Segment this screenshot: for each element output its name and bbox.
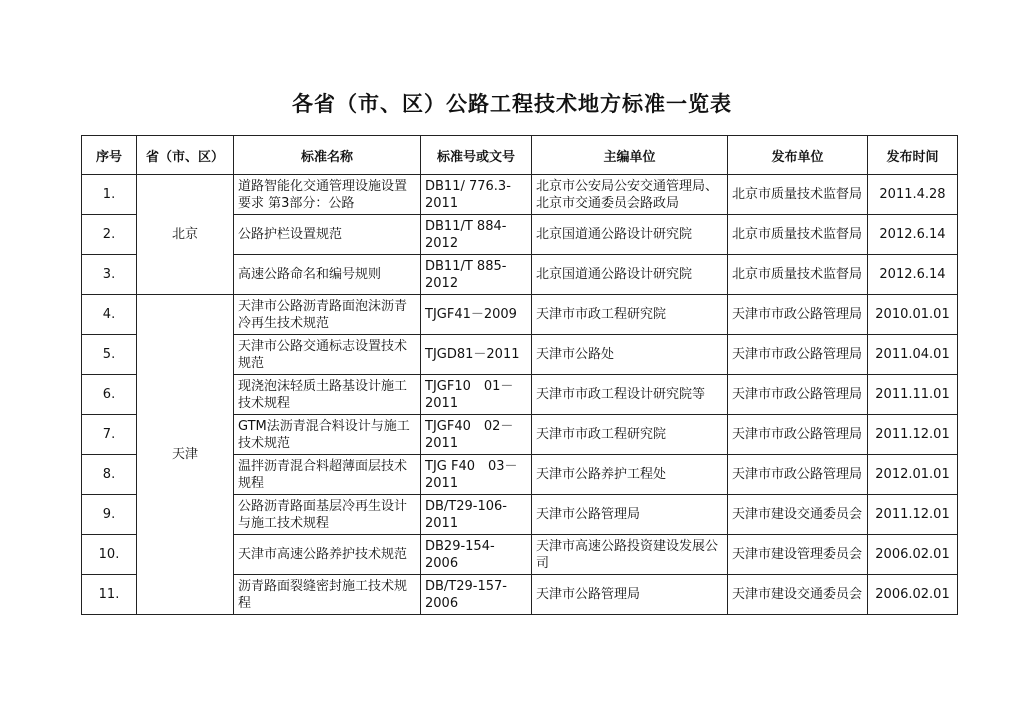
- row-standard-name: 天津市公路交通标志设置技术规范: [234, 335, 421, 375]
- row-standard-name: 天津市高速公路养护技术规范: [234, 535, 421, 575]
- table-row: [82, 295, 958, 335]
- row-standard-name: 公路沥青路面基层冷再生设计与施工技术规程: [234, 495, 421, 535]
- row-standard-name: 沥青路面裂缝密封施工技术规程: [234, 575, 421, 615]
- row-seq: 9.: [82, 495, 137, 535]
- row-editor: 天津市公路管理局: [532, 495, 728, 535]
- row-standard-code: DB29-154-2006: [421, 535, 532, 575]
- row-standard-name: 公路护栏设置规范: [234, 215, 421, 255]
- row-editor: 北京国道通公路设计研究院: [532, 255, 728, 295]
- row-standard-code: TJGF41－2009: [421, 295, 532, 335]
- header-seq: 序号: [82, 136, 137, 175]
- row-editor: 北京市公安局公安交通管理局、北京市交通委员会路政局: [532, 175, 728, 215]
- row-seq: 3.: [82, 255, 137, 295]
- row-standard-code: DB/T29-106-2011: [421, 495, 532, 535]
- header-province: 省（市、区）: [137, 136, 234, 175]
- row-publisher: 天津市市政公路管理局: [728, 455, 868, 495]
- header-standard-code: 标准号或文号: [421, 136, 532, 175]
- header-publisher: 发布单位: [728, 136, 868, 175]
- row-editor: 天津市公路管理局: [532, 575, 728, 615]
- row-date: 2011.12.01: [868, 415, 958, 455]
- row-standard-code: TJGD81－2011: [421, 335, 532, 375]
- row-seq: 4.: [82, 295, 137, 335]
- row-seq: 8.: [82, 455, 137, 495]
- row-standard-code: DB11/T 885-2012: [421, 255, 532, 295]
- row-date: 2006.02.01: [868, 535, 958, 575]
- row-date: 2011.12.01: [868, 495, 958, 535]
- row-publisher: 北京市质量技术监督局: [728, 255, 868, 295]
- row-date: 2011.11.01: [868, 375, 958, 415]
- row-publisher: 天津市市政公路管理局: [728, 335, 868, 375]
- standards-table: [81, 135, 958, 615]
- province-cell-beijing: 北京: [137, 175, 234, 295]
- row-standard-name: 现浇泡沫轻质土路基设计施工技术规程: [234, 375, 421, 415]
- row-publisher: 天津市建设交通委员会: [728, 575, 868, 615]
- row-publisher: 天津市市政公路管理局: [728, 295, 868, 335]
- row-standard-code: TJG F40 03－2011: [421, 455, 532, 495]
- row-date: 2012.6.14: [868, 255, 958, 295]
- row-seq: 6.: [82, 375, 137, 415]
- header-standard-name: 标准名称: [234, 136, 421, 175]
- row-standard-code: TJGF10 01－2011: [421, 375, 532, 415]
- row-standard-name: 天津市公路沥青路面泡沫沥青冷再生技术规范: [234, 295, 421, 335]
- row-date: 2012.01.01: [868, 455, 958, 495]
- row-seq: 5.: [82, 335, 137, 375]
- row-editor: 北京国道通公路设计研究院: [532, 215, 728, 255]
- row-standard-code: DB/T29-157-2006: [421, 575, 532, 615]
- row-seq: 1.: [82, 175, 137, 215]
- header-date: 发布时间: [868, 136, 958, 175]
- province-cell-tianjin: 天津: [137, 295, 234, 615]
- row-standard-name: GTM法沥青混合料设计与施工技术规范: [234, 415, 421, 455]
- row-date: 2012.6.14: [868, 215, 958, 255]
- row-editor: 天津市公路处: [532, 335, 728, 375]
- row-date: 2010.01.01: [868, 295, 958, 335]
- row-editor: 天津市市政工程研究院: [532, 295, 728, 335]
- row-publisher: 北京市质量技术监督局: [728, 175, 868, 215]
- row-publisher: 北京市质量技术监督局: [728, 215, 868, 255]
- row-date: 2006.02.01: [868, 575, 958, 615]
- header-row: [82, 136, 958, 175]
- row-publisher: 天津市建设交通委员会: [728, 495, 868, 535]
- row-editor: 天津市市政工程研究院: [532, 415, 728, 455]
- row-standard-name: 道路智能化交通管理设施设置要求 第3部分：公路: [234, 175, 421, 215]
- row-standard-code: DB11/ 776.3-2011: [421, 175, 532, 215]
- row-standard-code: DB11/T 884-2012: [421, 215, 532, 255]
- row-standard-code: TJGF40 02－2011: [421, 415, 532, 455]
- row-seq: 11.: [82, 575, 137, 615]
- header-editor: 主编单位: [532, 136, 728, 175]
- row-publisher: 天津市市政公路管理局: [728, 415, 868, 455]
- row-seq: 2.: [82, 215, 137, 255]
- row-seq: 7.: [82, 415, 137, 455]
- row-editor: 天津市公路养护工程处: [532, 455, 728, 495]
- row-date: 2011.04.01: [868, 335, 958, 375]
- row-editor: 天津市高速公路投资建设发展公司: [532, 535, 728, 575]
- row-editor: 天津市市政工程设计研究院等: [532, 375, 728, 415]
- row-date: 2011.4.28: [868, 175, 958, 215]
- row-standard-name: 高速公路命名和编号规则: [234, 255, 421, 295]
- row-publisher: 天津市市政公路管理局: [728, 375, 868, 415]
- document-title: 各省（市、区）公路工程技术地方标准一览表: [292, 92, 732, 116]
- row-publisher: 天津市建设管理委员会: [728, 535, 868, 575]
- table-row: [82, 175, 958, 215]
- row-seq: 10.: [82, 535, 137, 575]
- row-standard-name: 温拌沥青混合料超薄面层技术规程: [234, 455, 421, 495]
